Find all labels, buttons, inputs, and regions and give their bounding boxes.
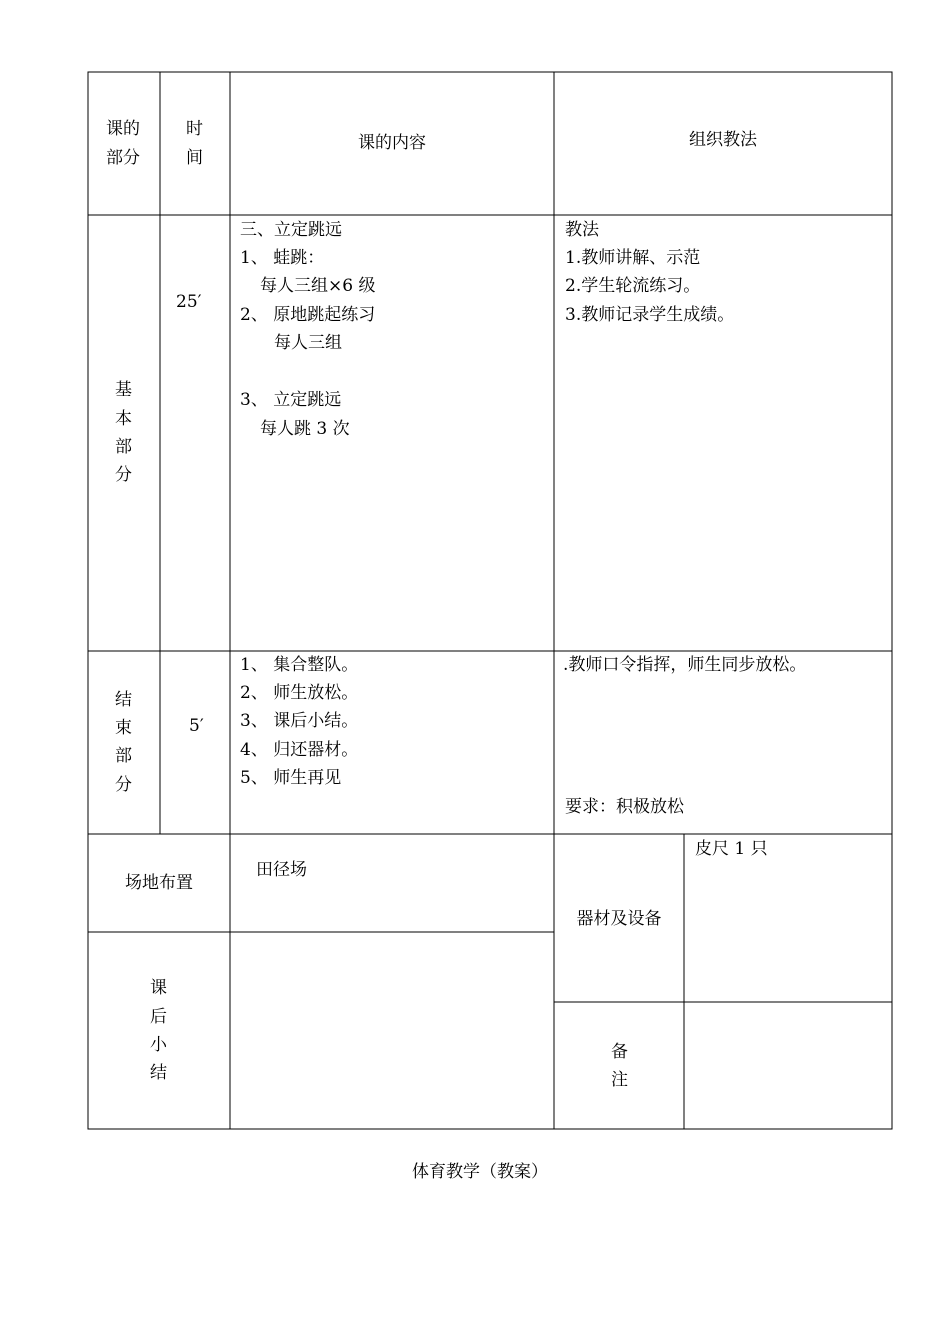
header-time-line-2: 间: [186, 148, 203, 168]
venue-label: 场地布置: [125, 873, 193, 893]
ending-part-char-1: 结: [115, 690, 132, 710]
summary-label-char-4: 结: [150, 1063, 167, 1083]
ending-requirement: 要求：积极放松: [565, 797, 684, 817]
header-time-line-1: 时: [186, 119, 203, 139]
equipment-label: 器材及设备: [576, 909, 662, 929]
basic-part-char-2: 本: [115, 409, 132, 429]
basic-method-line-3: 2.学生轮流练习。: [565, 276, 701, 296]
remark-label-char-2: 注: [611, 1070, 628, 1090]
header-part-line-1: 课的: [106, 119, 140, 139]
header-method: 组织教法: [689, 130, 757, 150]
basic-part-char-1: 基: [115, 380, 132, 400]
basic-content-line-1: 三、立定跳远: [240, 220, 342, 240]
basic-time: 25′: [176, 292, 202, 312]
header-part-line-2: 部分: [106, 148, 140, 168]
remark-label-char-1: 备: [611, 1042, 628, 1062]
ending-content-line-1: 1、 集合整队。: [240, 655, 359, 675]
ending-content-line-4: 4、 归还器材。: [240, 740, 359, 760]
basic-content-line-2: 1、 蛙跳：: [240, 248, 325, 268]
equipment-value: 皮尺 1 只: [695, 839, 768, 859]
basic-method-line-1: 教法: [565, 220, 599, 240]
basic-content-line-5: 每人三组: [274, 333, 342, 353]
basic-content-line-6: 3、 立定跳远: [240, 390, 342, 410]
ending-part-char-3: 部: [115, 746, 132, 766]
header-content: 课的内容: [358, 133, 426, 153]
ending-part-char-4: 分: [115, 775, 132, 795]
basic-part-char-3: 部: [115, 437, 132, 457]
ending-method: .教师口令指挥，师生同步放松。: [563, 655, 807, 675]
summary-label-char-2: 后: [150, 1007, 167, 1027]
ending-content-line-5: 5、 师生再见: [240, 768, 342, 788]
ending-content-line-3: 3、 课后小结。: [240, 711, 359, 731]
basic-content-line-7: 每人跳 3 次: [260, 419, 350, 439]
ending-part-char-2: 束: [115, 718, 132, 738]
basic-content-line-3: 每人三组×6 级: [260, 276, 376, 296]
basic-content-line-4: 2、 原地跳起练习: [240, 305, 376, 325]
ending-content-line-2: 2、 师生放松。: [240, 683, 359, 703]
summary-label-char-1: 课: [150, 978, 167, 998]
venue-value: 田径场: [256, 860, 307, 880]
summary-label-char-3: 小: [150, 1035, 167, 1055]
basic-method-line-2: 1.教师讲解、示范: [565, 248, 701, 268]
basic-part-char-4: 分: [115, 465, 132, 485]
basic-method-line-4: 3.教师记录学生成绩。: [565, 305, 735, 325]
ending-time: 5′: [189, 716, 204, 736]
page-footer-title: 体育教学（教案）: [412, 1162, 548, 1182]
